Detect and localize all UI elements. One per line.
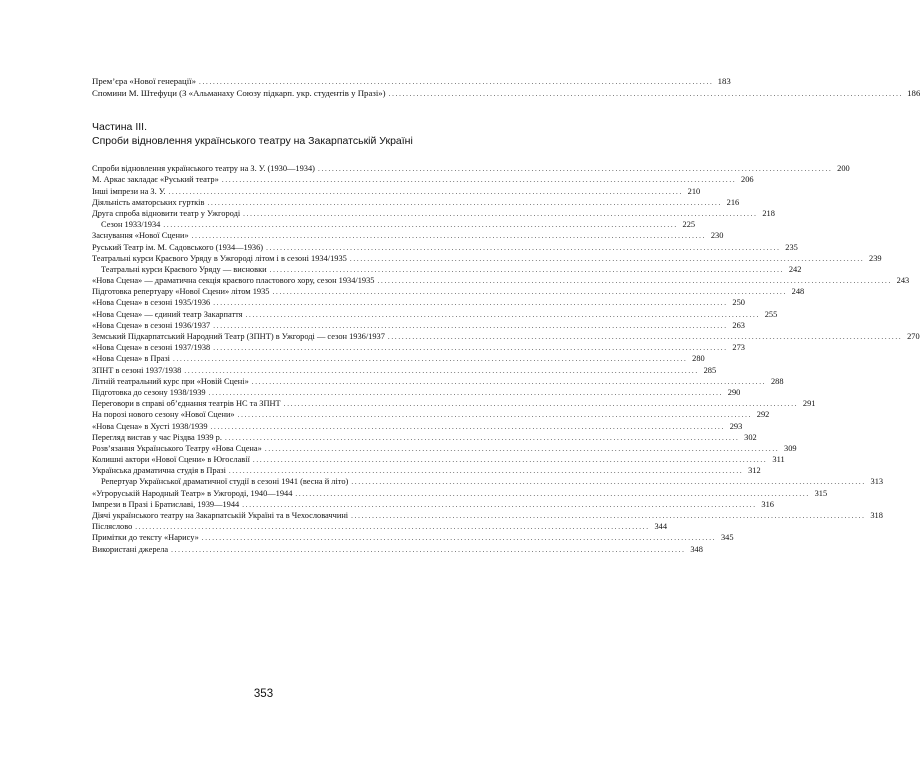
toc-leader-dots	[192, 232, 705, 240]
toc-leader-dots	[253, 456, 766, 464]
toc-leader-dots	[222, 176, 735, 184]
toc-entry-title: Театральні курси Краєвого Уряду — висновки	[101, 264, 267, 274]
toc-entry	[92, 307, 778, 319]
toc-entry-page: 302	[744, 432, 757, 442]
toc-entry-title: «Нова Сцена» в сезоні 1937/1938	[92, 343, 211, 353]
toc-entry-title: «Нова Сцена» в сезоні 1935/1936	[92, 298, 211, 308]
toc-entry-page: 293	[729, 421, 743, 431]
toc-leader-dots	[213, 299, 726, 307]
toc-leader-dots	[351, 478, 864, 486]
toc-entry	[92, 498, 774, 509]
toc-entry-page: 290	[727, 387, 741, 397]
toc-leader-dots	[168, 188, 681, 196]
toc-entry	[92, 453, 785, 465]
toc-entry-page: 312	[748, 466, 761, 476]
toc-entry-page: 288	[770, 376, 784, 386]
toc-leader-dots	[213, 344, 726, 352]
toc-entry-page: 255	[764, 309, 778, 319]
toc-entry-page: 239	[869, 253, 882, 263]
toc-leader-dots	[350, 255, 863, 263]
toc-entry-title: Сезон 1933/1934	[101, 220, 161, 230]
toc-entry	[92, 375, 784, 386]
toc-leader-dots	[202, 534, 715, 542]
toc-leader-dots	[270, 266, 783, 274]
part-heading	[92, 121, 472, 148]
toc-entry-page: 200	[837, 164, 850, 174]
toc-entry	[92, 252, 882, 263]
toc-entry-title: «Угроруській Народный Театр» в Ужгороді, 1940—1944	[92, 488, 293, 498]
toc-entry	[92, 285, 805, 297]
toc-entry-title: «Нова Сцена» в Празі	[92, 354, 170, 364]
toc-leader-dots	[246, 311, 759, 319]
toc-entry-title: На порозі нового сезону «Нової Сцени»	[92, 410, 235, 420]
toc-entry	[92, 431, 757, 442]
toc-entry	[92, 341, 745, 353]
toc-entry	[92, 274, 910, 286]
toc-leader-dots	[243, 210, 756, 218]
toc-leader-dots	[351, 512, 864, 520]
toc-entry-title: Післяслово	[92, 522, 133, 532]
toc-entry	[92, 218, 696, 230]
part-label: Частина III.	[92, 121, 147, 133]
toc-leader-dots	[209, 389, 722, 397]
toc-leader-dots	[163, 221, 676, 229]
toc-entry-page: 285	[703, 365, 717, 375]
toc-entry-title: «Нова Сцена» — драматична секція краєвого пластового хору, сезон 1934/1935	[92, 276, 375, 286]
toc-leader-dots	[295, 490, 808, 498]
toc-section-top	[92, 73, 920, 98]
toc-leader-dots	[173, 355, 686, 363]
toc-entry-page: 273	[732, 343, 745, 353]
toc-leader-dots	[238, 411, 751, 419]
toc-entry-page: 242	[788, 264, 802, 274]
toc-entry	[92, 207, 775, 218]
toc-entry-page: 292	[756, 410, 770, 420]
toc-entry-title: Репертуар Української драматичної студії в сезоні 1941 (весна й літо)	[101, 477, 349, 487]
toc-leader-dots	[242, 501, 755, 509]
part-title: Спроби відновлення українського театру на Закарпатській Україні	[92, 135, 413, 147]
toc-entry-title: Інші імпрези на З. У.	[92, 186, 166, 196]
toc-entry	[92, 240, 798, 252]
toc-entry-page: 210	[687, 186, 701, 196]
toc-entry-title: Театральні курси Краєвого Уряду в Ужгороді літом і в сезоні 1934/1935	[92, 253, 347, 263]
toc-leader-dots	[389, 90, 902, 98]
toc-entry-page: 216	[726, 197, 740, 207]
toc-leader-dots	[272, 288, 785, 296]
toc-leader-dots	[284, 400, 797, 408]
toc-entry	[92, 263, 802, 274]
toc-entry	[92, 173, 754, 185]
toc-entry-page: 235	[785, 242, 798, 252]
toc-entry	[92, 520, 668, 532]
toc-entry-page: 313	[870, 477, 884, 487]
toc-entry	[92, 464, 761, 476]
toc-entry-page: 243	[896, 276, 910, 286]
toc-entry	[92, 296, 745, 308]
toc-entry-title: Розв’язання Українського Театру «Нова Сцена»	[92, 443, 262, 453]
page-number: 353	[253, 688, 274, 700]
toc-leader-dots	[171, 546, 684, 554]
toc-entry-page: 225	[682, 220, 696, 230]
toc-entry	[92, 531, 734, 543]
toc-entry-page: 316	[761, 499, 774, 509]
toc-leader-dots	[184, 367, 697, 375]
toc-entry	[92, 184, 701, 196]
toc-entry-page: 248	[791, 287, 805, 297]
toc-entry-page: 309	[784, 443, 797, 453]
toc-entry	[92, 442, 797, 453]
toc-leader-dots	[199, 78, 712, 86]
toc-entry-title: Діяльність аматорських гуртків	[92, 197, 205, 207]
toc-entry	[92, 408, 770, 420]
toc-entry	[92, 330, 920, 341]
toc-entry-page: 230	[710, 231, 724, 241]
toc-entry-title: Літній театральний курс при «Новій Сцені»	[92, 376, 249, 386]
toc-entry	[92, 475, 884, 487]
toc-entry-title: Земський Підкарпатський Народний Театр (ЗПНТ) в Ужгороді — сезон 1936/1937	[92, 332, 385, 341]
toc-entry-page: 348	[690, 544, 703, 554]
toc-entry-title: Імпрези в Празі і Братиславі, 1939—1944	[92, 499, 240, 509]
toc-leader-dots	[229, 467, 742, 475]
toc-entry	[92, 86, 920, 99]
toc-leader-dots	[135, 523, 648, 531]
toc-entry-title: М. Аркас закладає «Руський театр»	[92, 175, 219, 185]
toc-entry	[92, 229, 724, 241]
toc-entry	[92, 397, 816, 409]
toc-leader-dots	[211, 423, 724, 431]
toc-leader-dots	[318, 165, 831, 173]
toc-section-part-3	[92, 162, 920, 554]
toc-entry-page: 186	[907, 88, 920, 98]
toc-entry-title: ЗПНТ в сезоні 1937/1938	[92, 365, 182, 375]
toc-entry	[92, 319, 745, 330]
toc-leader-dots	[265, 445, 778, 453]
toc-entry-page: 315	[814, 488, 828, 498]
toc-entry-page: 183	[717, 75, 731, 86]
toc-entry	[92, 542, 703, 554]
toc-entry-title: Заснування «Нової Сцени»	[92, 231, 189, 241]
toc-entry-title: Підготовка репертуару «Нової Сцени» літом 1935	[92, 287, 270, 297]
toc-entry-title: Підготовка до сезону 1938/1939	[92, 387, 206, 397]
toc-entry-page: 218	[762, 208, 775, 218]
toc-entry	[92, 509, 883, 520]
toc-entry	[92, 419, 743, 431]
toc-entry-page: 344	[654, 522, 668, 532]
toc-leader-dots	[266, 244, 779, 252]
toc-entry-page: 291	[802, 399, 816, 409]
toc-entry-title: «Нова Сцена» в сезоні 1936/1937	[92, 320, 211, 330]
toc-entry-title: Руський Театр ім. М. Садовського (1934—1936)	[92, 242, 264, 252]
toc-leader-dots	[225, 434, 738, 442]
toc-entry-page: 311	[772, 455, 785, 465]
toc-entry-title: Спомини М. Штефуци (З «Альманаху Союзу підкарп. укр. студентів у Празі»)	[92, 88, 386, 98]
toc-entry-page: 263	[732, 320, 745, 330]
toc-entry-title: Використані джерела	[92, 544, 169, 554]
toc-entry-title: Друга спроба відновити театр у Ужгороді	[92, 208, 241, 218]
toc-entry	[92, 162, 850, 174]
toc-leader-dots	[377, 277, 890, 285]
toc-entry-title: Перегляд вистав у час Різдва 1939 р.	[92, 432, 222, 442]
toc-entry-page: 280	[692, 354, 705, 364]
toc-entry	[92, 386, 741, 397]
toc-entry-title: Переговори в справі об’єднання театрів НС та ЗПНТ	[92, 399, 281, 409]
toc-entry	[92, 73, 731, 86]
toc-entry-title: Українська драматична студія в Празі	[92, 466, 226, 476]
toc-entry	[92, 352, 705, 364]
toc-entry	[92, 363, 717, 375]
toc-entry-page: 318	[870, 511, 883, 520]
toc-leader-dots	[252, 378, 765, 386]
toc-entry-page: 250	[732, 298, 745, 308]
toc-entry-title: «Нова Сцена» — єдиний театр Закарпаття	[92, 309, 243, 319]
toc-entry-title: Примітки до тексту «Нарису»	[92, 533, 199, 543]
toc-leader-dots	[207, 199, 720, 207]
toc-entry-title: Спроби відновлення українського театру на З. У. (1930—1934)	[92, 164, 315, 174]
toc-entry-page: 345	[720, 533, 734, 543]
toc-entry-title: Прем’єра «Нової генерації»	[92, 75, 197, 86]
toc-leader-dots	[213, 322, 726, 330]
toc-leader-dots	[388, 333, 901, 341]
toc-entry-title: Діячі українського театру на Закарпатській Україні та в Чехословаччині	[92, 511, 349, 520]
toc-entry-title: «Нова Сцена» в Хусті 1938/1939	[92, 421, 208, 431]
toc-entry	[92, 196, 740, 207]
toc-entry-page: 270	[907, 332, 920, 341]
toc-entry-title: Колишні актори «Нової Сцени» в Югославії	[92, 455, 250, 465]
toc-entry	[92, 486, 828, 498]
toc-entry-page: 206	[741, 175, 754, 185]
